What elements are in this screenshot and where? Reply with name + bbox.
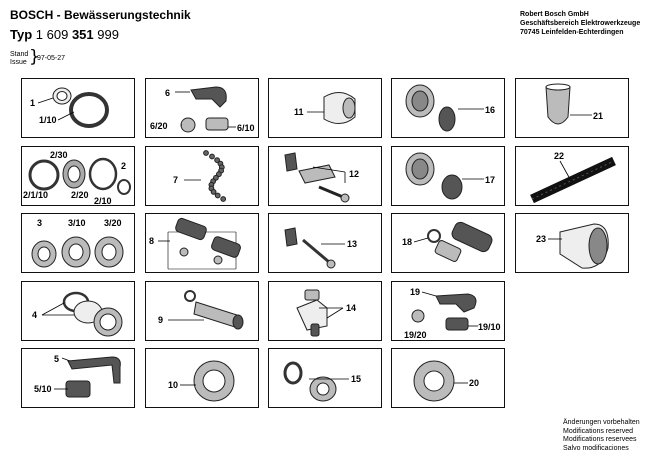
chain-bead [215, 193, 220, 198]
panel-parts-11 [268, 78, 382, 138]
part-label: 16 [485, 105, 496, 115]
part-label: 3 [37, 218, 43, 228]
note-line-3: Modifications reservees [563, 436, 637, 444]
part-label: 11 [294, 107, 304, 117]
part-label: 5 [54, 354, 60, 364]
part-label: 10 [168, 380, 179, 390]
panel-parts-9 [145, 281, 259, 341]
clip-part [285, 153, 297, 171]
part-label: 19/10 [478, 322, 501, 332]
part-label: 8 [149, 236, 155, 246]
part-label: 6 [165, 88, 171, 98]
part-label: 2/1/10 [23, 190, 49, 200]
stand-issue-labels [10, 51, 28, 67]
handle-part [191, 87, 226, 107]
chain-bead [221, 197, 226, 202]
company-line-3: 70745 Leinfelden-Echterdingen [520, 29, 624, 36]
company-address [520, 10, 640, 37]
bolt-part [341, 194, 349, 202]
panel-parts-20 [391, 348, 505, 408]
connector-part [210, 236, 241, 259]
category-name: Bewässerungstechnik [64, 8, 191, 22]
typ-label: Typ [10, 27, 33, 42]
filter-bag-part [546, 87, 570, 124]
title-separator: - [53, 8, 65, 22]
bolt-part [327, 260, 335, 268]
part-label: 15 [351, 374, 362, 384]
part-label: 1/10 [39, 115, 57, 125]
part-label: 6/20 [150, 121, 168, 131]
wheel-cover-part [442, 175, 462, 199]
company-line-2: Geschäftsbereich Elektrowerkzeuge [520, 20, 641, 27]
panel-parts-14 [268, 281, 382, 341]
panel-parts-19 [391, 281, 505, 341]
panel-parts-1 [21, 78, 135, 138]
issue-date: 97-05-27 [37, 55, 66, 62]
panel-parts-7 [145, 146, 259, 206]
screw-part [311, 324, 319, 336]
chain-bead [211, 190, 216, 195]
lever-part [68, 357, 120, 383]
seal-ring-part [71, 94, 107, 126]
valve-part [446, 318, 468, 330]
part-label: 9 [158, 315, 164, 325]
panel-parts-6 [145, 78, 259, 138]
o-ring-part [285, 363, 301, 383]
ring-part [90, 159, 116, 189]
panel-parts-17 [391, 146, 505, 206]
part-label: 22 [554, 151, 565, 161]
o-ring-part [185, 291, 195, 301]
handle-part [436, 294, 476, 312]
part-label: 5/10 [34, 384, 52, 394]
small-ring-part [118, 180, 130, 194]
panel-parts-2 [21, 146, 135, 206]
valve-part [206, 118, 228, 130]
part-label: 4 [32, 310, 38, 320]
part-label: 23 [536, 234, 547, 244]
modification-notes [563, 419, 640, 453]
washer-part [30, 161, 58, 189]
part-label: 21 [593, 111, 604, 121]
part-label: 2/20 [71, 190, 89, 200]
part-label: 14 [346, 303, 357, 313]
panel-parts-23 [515, 213, 629, 273]
note-line-2: Modifications reserved [563, 427, 634, 435]
panel-parts-22 [515, 146, 629, 206]
panel-parts-10 [145, 348, 259, 408]
part-label: 2 [121, 161, 127, 171]
part-label: 3/10 [68, 218, 86, 228]
panel-parts-16 [391, 78, 505, 138]
part-label: 6/10 [237, 123, 255, 133]
cap-part [305, 290, 319, 300]
issue-label: Issue [10, 59, 27, 66]
wheel-cover-part [439, 107, 455, 131]
clip-part [285, 228, 297, 246]
chain-part [204, 151, 226, 202]
panel-parts-8 [145, 213, 259, 273]
panel-parts-15 [268, 348, 382, 408]
type-number [10, 27, 119, 42]
panel-parts-13 [268, 213, 382, 273]
brand-name: BOSCH [10, 8, 54, 22]
brace-glyph: } [29, 47, 40, 67]
part-label: 18 [402, 237, 413, 247]
cap-part [181, 118, 195, 132]
o-ring-part [428, 230, 440, 242]
note-line-1: Änderungen vorbehalten [563, 419, 640, 426]
panel-parts-4 [21, 281, 135, 341]
chain-bead [210, 154, 215, 159]
part-label: 17 [485, 175, 496, 185]
chain-bead [204, 151, 209, 156]
stand-label: Stand [10, 51, 29, 58]
part-label: 3/20 [104, 218, 122, 228]
note-line-4: Salvo modificaciones [563, 444, 629, 452]
panel-parts-3 [21, 213, 135, 273]
part-label: 19 [410, 287, 421, 297]
company-line-1: Robert Bosch GmbH [520, 11, 589, 18]
part-label: 7 [173, 175, 179, 185]
nozzle-part [66, 381, 90, 397]
typ-number-part-b: 351 [71, 27, 94, 42]
typ-number-part-c: 999 [97, 27, 119, 42]
panel-parts-21 [515, 78, 629, 138]
document-title [10, 8, 191, 22]
connector-part [175, 217, 208, 240]
cap-part [412, 310, 424, 322]
part-label: 2/30 [50, 150, 68, 160]
panel-parts-12 [268, 146, 382, 206]
part-label: 20 [469, 378, 480, 388]
typ-number-part-a: 1 609 [35, 27, 69, 42]
part-label: 13 [347, 239, 358, 249]
panel-parts-18 [391, 213, 505, 273]
panel-parts-5 [21, 348, 135, 408]
part-label: 19/20 [404, 330, 427, 340]
part-label: 2/10 [94, 196, 112, 206]
part-label: 1 [30, 98, 36, 108]
part-label: 12 [349, 169, 360, 179]
